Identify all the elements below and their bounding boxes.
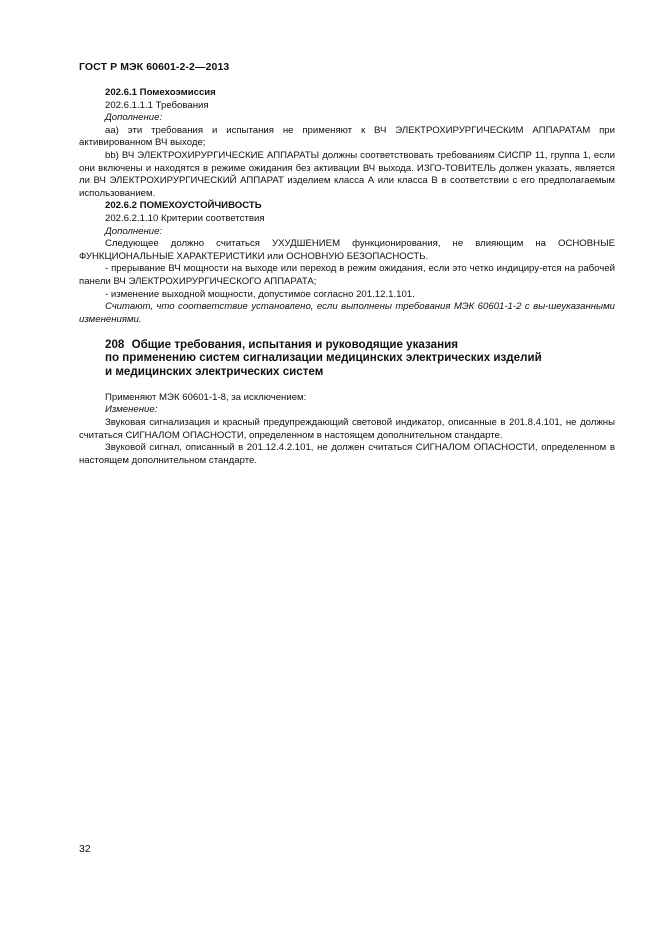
paragraph-audio-visual-alarm: Звуковая сигнализация и красный предупреждающий световой индикатор, описанные в 201.8.4.101, не должны считаться СИГНАЛОМ ОПАСНОСТИ, определенном в настоящем дополнительном стандарте. <box>79 417 615 441</box>
section-202-6-1-1-1-heading: 202.6.1.1.1 Требования <box>105 99 209 111</box>
list-item-output-change: - изменение выходной мощности, допустимое согласно 201.12.1.101. <box>105 288 415 300</box>
section-208-number: 208 <box>105 338 125 352</box>
addition-label: Дополнение: <box>105 225 163 237</box>
paragraph-compliance: Считают, что соответствие установлено, если выполнены требования МЭК 60601-1-2 с вы-шеуказанными изменениями. <box>79 301 615 325</box>
paragraph-aa: аа) эти требования и испытания не применяют к ВЧ ЭЛЕКТРОХИРУРГИЧЕСКИМ АППАРАТАМ при активированном ВЧ выходе; <box>79 124 615 149</box>
section-208-title-line-3: и медицинских электрических систем <box>105 364 324 378</box>
document-body <box>79 87 615 467</box>
addition-label: Дополнение: <box>105 112 163 124</box>
section-202-6-1-heading: 202.6.1 Помехоэмиссия <box>105 87 216 98</box>
section-208-heading <box>79 338 615 378</box>
paragraph-apply-iec: Применяют МЭК 60601-1-8, за исключением: <box>105 391 307 403</box>
section-208-title-line-2: по применению систем сигнализации медицинских электрических изделий <box>105 351 542 365</box>
section-202-6-2-1-10-heading: 202.6.2.1.10 Критерии соответствия <box>105 212 265 224</box>
list-item-output-interruption: - прерывание ВЧ мощности на выходе или переход в режим ожидания, если это четко индициру-ется на рабочей панели ВЧ ЭЛЕКТРОХИРУРГИЧЕСКОГО АППАРАТА; <box>79 263 615 287</box>
section-202-6-2-heading: 202.6.2 ПОМЕХОУСТОЙЧИВОСТЬ <box>105 200 262 212</box>
paragraph-degradation: Следующее должно считаться УХУДШЕНИЕМ функционирования, не влияющим на ОСНОВНЫЕ ФУНКЦИОНАЛЬНЫЕ ХАРАКТЕРИСТИКИ или ОСНОВНУЮ БЕЗОПАСНОСТЬ. <box>79 238 615 262</box>
page-number: 32 <box>79 843 91 855</box>
paragraph-bb: bb) ВЧ ЭЛЕКТРОХИРУРГИЧЕСКИЕ АППАРАТЫ должны соответствовать требованиям СИСПР 11, группа 1, если они включены и находятся в режиме ожидания без активации ВЧ выхода. ИЗГО-ТОВИТЕЛЬ должен указать, является ли ВЧ ЭЛЕКТРОХИРУРГИЧЕСКИЙ АППАРАТ изделием класса А или класса В в соответствии с его предполагаемым использованием. <box>79 149 615 199</box>
change-label: Изменение: <box>105 404 158 416</box>
section-208-title-line-1: Общие требования, испытания и руководящие указания <box>131 338 458 352</box>
paragraph-audio-signal: Звуковой сигнал, описанный в 201.12.4.2.101, не должен считаться СИГНАЛОМ ОПАСНОСТИ, определенном в настоящем дополнительном стандарте. <box>79 442 615 466</box>
page-header-standard-id: ГОСТ Р МЭК 60601-2-2—2013 <box>79 61 230 73</box>
